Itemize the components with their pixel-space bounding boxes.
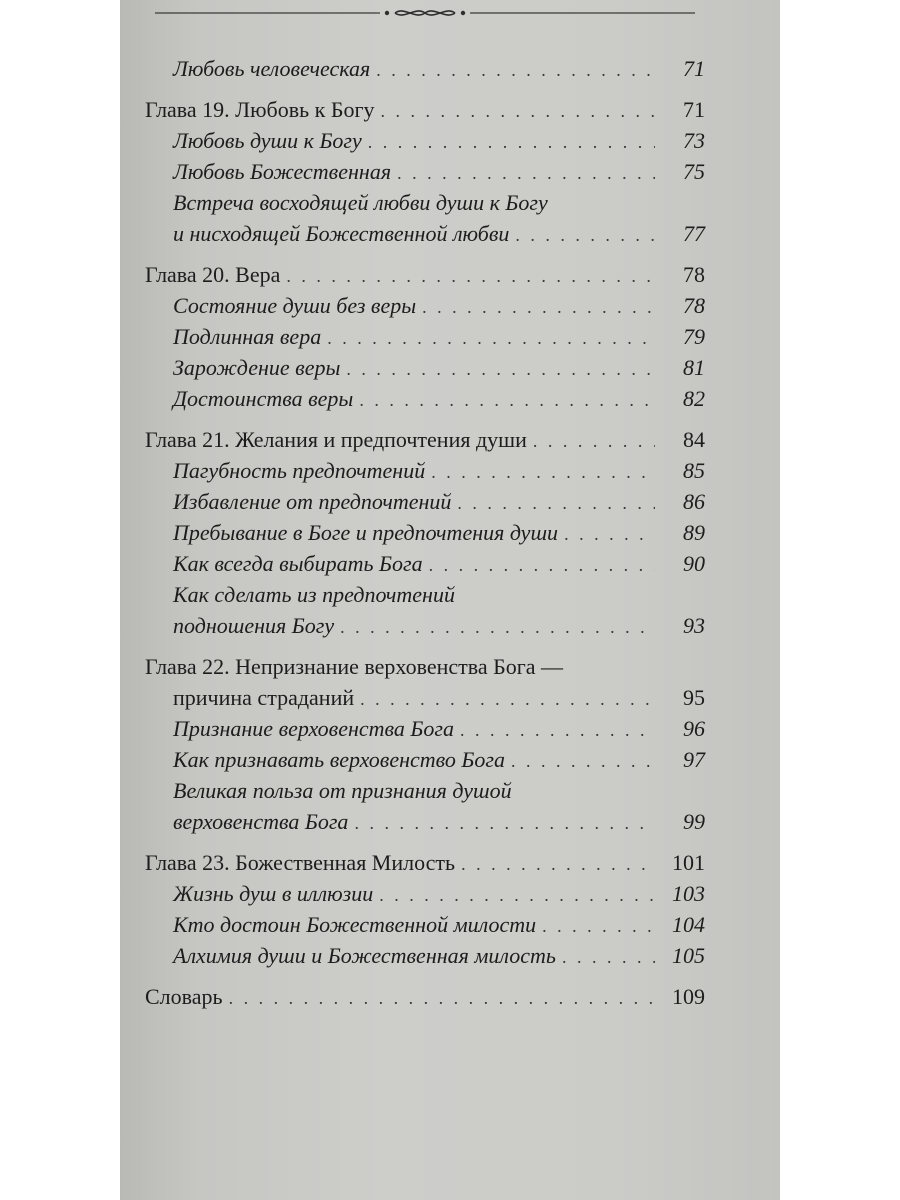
toc-entry-title: Признание верховенства Бога bbox=[173, 716, 454, 741]
toc-entry-title: Великая польза от признания душой bbox=[173, 778, 512, 803]
toc-page-number: 105 bbox=[672, 943, 705, 968]
toc-page-number: 71 bbox=[683, 56, 705, 81]
dot-leader bbox=[354, 808, 655, 839]
dot-leader bbox=[422, 292, 655, 323]
toc-section-entry[interactable] bbox=[145, 125, 705, 156]
dot-leader bbox=[562, 942, 655, 973]
toc-entry-title: Глава 22. Непризнание верховенства Бога — bbox=[145, 654, 564, 679]
toc-section-entry[interactable] bbox=[145, 156, 705, 187]
toc-entry-title: Словарь bbox=[145, 984, 223, 1009]
toc-entry-title: Глава 23. Божественная Милость bbox=[145, 850, 456, 875]
toc-page-number: 84 bbox=[683, 427, 705, 452]
toc-page-number: 79 bbox=[683, 324, 705, 349]
toc-page-number: 97 bbox=[683, 747, 705, 772]
toc-section-entry[interactable] bbox=[145, 878, 705, 909]
toc-entry-title: Как сделать из предпочтений bbox=[173, 582, 455, 607]
toc-chapter-entry[interactable] bbox=[145, 94, 705, 125]
toc-chapter-entry[interactable] bbox=[145, 981, 705, 1012]
toc-page-number: 75 bbox=[683, 159, 705, 184]
toc-section-entry[interactable] bbox=[145, 290, 705, 321]
dot-leader bbox=[360, 684, 655, 715]
toc-page-number: 109 bbox=[672, 984, 705, 1009]
dot-leader bbox=[229, 983, 655, 1014]
toc-entry-title: причина страданий bbox=[173, 685, 355, 710]
toc-entry-title: Пагубность предпочтений bbox=[173, 458, 426, 483]
dot-leader bbox=[542, 911, 655, 942]
dot-leader bbox=[457, 488, 655, 519]
toc-page-number: 96 bbox=[683, 716, 705, 741]
toc-section-entry[interactable] bbox=[145, 548, 705, 579]
toc-page-number: 85 bbox=[683, 458, 705, 483]
toc-entry-title: верховенства Бога bbox=[173, 809, 349, 834]
toc-section-entry[interactable] bbox=[145, 486, 705, 517]
toc-page-number: 81 bbox=[683, 355, 705, 380]
toc-section-entry[interactable] bbox=[145, 909, 705, 940]
dot-leader bbox=[515, 220, 655, 251]
dot-leader bbox=[533, 426, 655, 457]
toc-page-number: 103 bbox=[672, 881, 705, 906]
toc-section-entry[interactable] bbox=[145, 940, 705, 971]
toc-entry-title: Любовь Божественная bbox=[173, 159, 392, 184]
toc-page-number: 89 bbox=[683, 520, 705, 545]
toc-section-entry[interactable] bbox=[145, 744, 705, 775]
dot-leader bbox=[511, 746, 655, 777]
toc-page-number: 86 bbox=[683, 489, 705, 514]
toc-page-number: 73 bbox=[683, 128, 705, 153]
toc-page-number: 104 bbox=[672, 912, 705, 937]
toc-page-number: 77 bbox=[683, 221, 705, 246]
toc-chapter-entry[interactable] bbox=[145, 682, 705, 713]
toc-section-entry[interactable] bbox=[145, 53, 705, 84]
toc-entry-title: Кто достоин Божественной милости bbox=[173, 912, 537, 937]
table-of-contents bbox=[145, 53, 705, 1012]
toc-page-number: 99 bbox=[683, 809, 705, 834]
dot-leader bbox=[461, 849, 655, 880]
dot-leader bbox=[327, 323, 655, 354]
toc-section-entry[interactable] bbox=[145, 383, 705, 414]
toc-entry-title: Глава 19. Любовь к Богу bbox=[145, 97, 375, 122]
toc-entry-title: Подлинная вера bbox=[173, 324, 322, 349]
toc-entry-title: Алхимия души и Божественная милость bbox=[173, 943, 556, 968]
toc-entry-title: Глава 20. Вера bbox=[145, 262, 281, 287]
toc-entry-title: Любовь души к Богу bbox=[173, 128, 362, 153]
toc-entry-title: Любовь человеческая bbox=[173, 56, 371, 81]
toc-entry-title: Пребывание в Боге и предпочтения души bbox=[173, 520, 559, 545]
toc-chapter-entry[interactable] bbox=[145, 847, 705, 878]
toc-page-number: 93 bbox=[683, 613, 705, 638]
toc-page-number: 78 bbox=[683, 293, 705, 318]
toc-page-number: 78 bbox=[683, 262, 705, 287]
dot-leader bbox=[397, 158, 655, 189]
toc-entry-title: подношения Богу bbox=[173, 613, 335, 638]
toc-section-entry[interactable] bbox=[145, 713, 705, 744]
dot-leader bbox=[376, 55, 655, 86]
toc-section-entry[interactable] bbox=[145, 455, 705, 486]
toc-section-entry[interactable] bbox=[145, 806, 705, 837]
toc-entry-title: Состояние души без веры bbox=[173, 293, 417, 318]
dot-leader bbox=[431, 457, 655, 488]
dot-leader bbox=[368, 127, 655, 158]
toc-entry-title: Как всегда выбирать Бога bbox=[173, 551, 423, 576]
toc-entry-title: Встреча восходящей любви души к Богу bbox=[173, 190, 548, 215]
dot-leader bbox=[346, 354, 655, 385]
toc-entry-title: Глава 21. Желания и предпочтения души bbox=[145, 427, 527, 452]
toc-section-entry[interactable] bbox=[145, 775, 705, 806]
toc-entry-title: Жизнь душ в иллюзии bbox=[173, 881, 374, 906]
toc-entry-title: Достоинства веры bbox=[173, 386, 354, 411]
toc-entry-title: и нисходящей Божественной любви bbox=[173, 221, 510, 246]
toc-section-entry[interactable] bbox=[145, 352, 705, 383]
dot-leader bbox=[460, 715, 655, 746]
header-ornament-icon bbox=[155, 6, 695, 20]
toc-chapter-entry[interactable] bbox=[145, 424, 705, 455]
toc-section-entry[interactable] bbox=[145, 610, 705, 641]
toc-chapter-entry[interactable] bbox=[145, 651, 705, 682]
toc-section-entry[interactable] bbox=[145, 321, 705, 352]
toc-page-number: 71 bbox=[683, 97, 705, 122]
dot-leader bbox=[340, 612, 655, 643]
toc-entry-title: Зарождение веры bbox=[173, 355, 341, 380]
dot-leader bbox=[359, 385, 655, 416]
toc-section-entry[interactable] bbox=[145, 218, 705, 249]
toc-page-number: 95 bbox=[683, 685, 705, 710]
dot-leader bbox=[379, 880, 655, 911]
dot-leader bbox=[286, 261, 655, 292]
toc-section-entry[interactable] bbox=[145, 187, 705, 218]
toc-entry-title: Избавление от предпочтений bbox=[173, 489, 452, 514]
dot-leader bbox=[381, 96, 656, 127]
toc-page-number: 90 bbox=[683, 551, 705, 576]
toc-section-entry[interactable] bbox=[145, 517, 705, 548]
toc-page-number: 82 bbox=[683, 386, 705, 411]
toc-entry-title: Как признавать верховенство Бога bbox=[173, 747, 505, 772]
toc-page-number: 101 bbox=[672, 850, 705, 875]
dot-leader bbox=[429, 550, 655, 581]
toc-section-entry[interactable] bbox=[145, 579, 705, 610]
dot-leader bbox=[564, 519, 655, 550]
toc-chapter-entry[interactable] bbox=[145, 259, 705, 290]
